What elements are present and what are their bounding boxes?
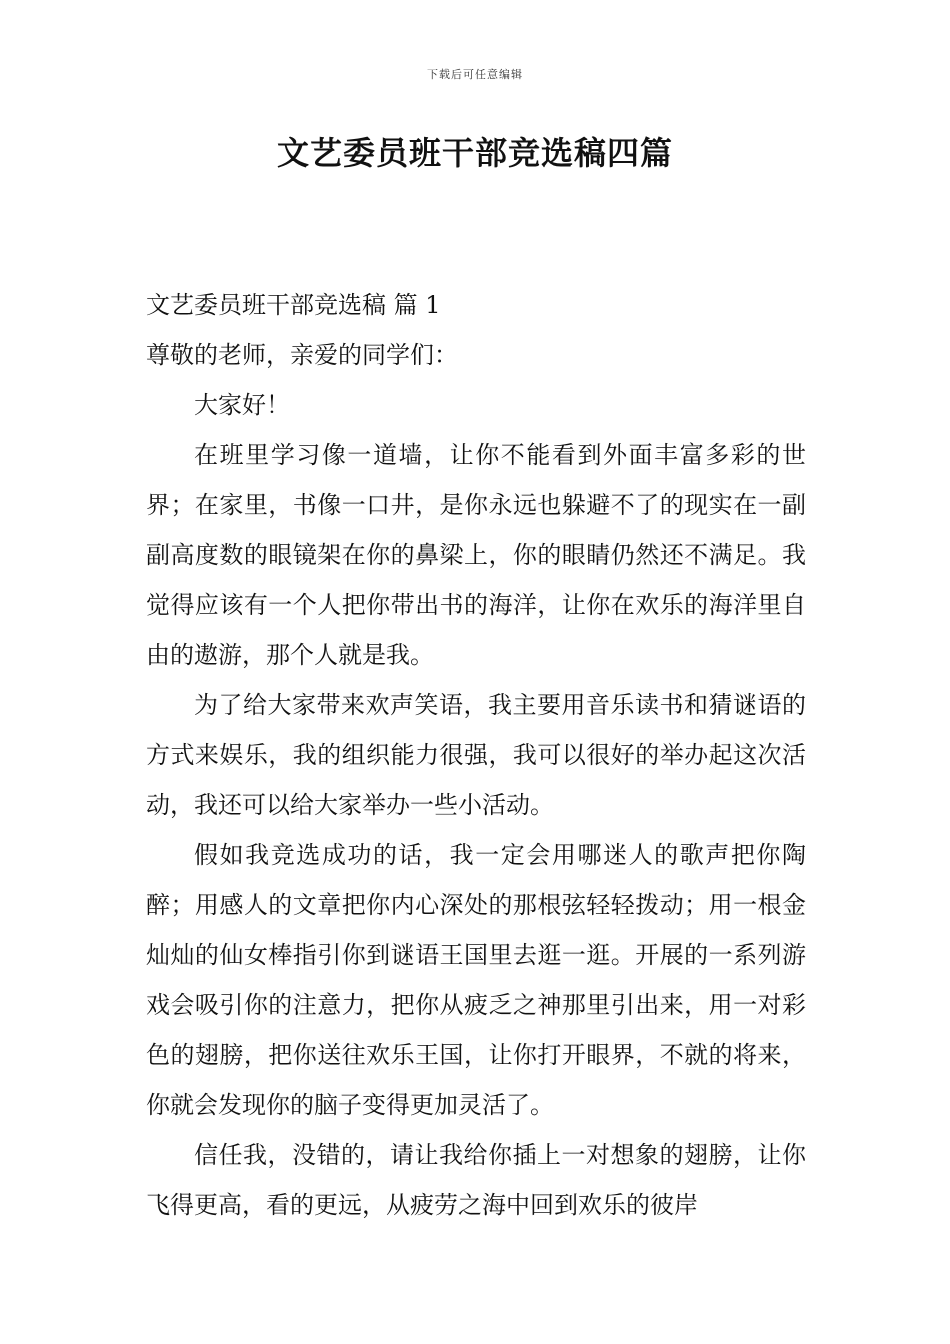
paragraph-4: 信任我，没错的，请让我给你插上一对想象的翅膀，让你飞得更高，看的更远，从疲劳之海中回到欢乐的彼岸	[146, 1141, 806, 1219]
paragraph-2: 为了给大家带来欢声笑语，我主要用音乐读书和猜谜语的方式来娱乐，我的组织能力很强，我可以很好的举办起这次活动，我还可以给大家举办一些小活动。	[146, 691, 806, 819]
salutation: 尊敬的老师，亲爱的同学们：	[146, 341, 458, 369]
paragraph-3: 假如我竞选成功的话，我一定会用哪迷人的歌声把你陶醉；用感人的文章把你内心深处的那根弦轻轻拨动；用一根金灿灿的仙女棒指引你到谜语王国里去逛一逛。开展的一系列游戏会吸引你的注意力，把你从疲乏之神那里引出来，用一对彩色的翅膀，把你送往欢乐王国，让你打开眼界，不就的将来，你就会发现你的脑子变得更加灵活了。	[146, 841, 806, 1119]
header-note: 下载后可任意编辑	[427, 68, 523, 81]
paragraph-1: 在班里学习像一道墙，让你不能看到外面丰富多彩的世界；在家里，书像一口井，是你永远也躲避不了的现实在一副副高度数的眼镜架在你的鼻梁上，你的眼睛仍然还不满足。我觉得应该有一个人把你带出书的海洋，让你在欢乐的海洋里自由的遨游，那个人就是我。	[146, 441, 806, 669]
section-heading: 文艺委员班干部竞选稿 篇 1	[146, 291, 441, 319]
greeting: 大家好！	[194, 391, 290, 419]
document-title: 文艺委员班干部竞选稿四篇	[276, 134, 673, 172]
document-body	[146, 280, 806, 1230]
